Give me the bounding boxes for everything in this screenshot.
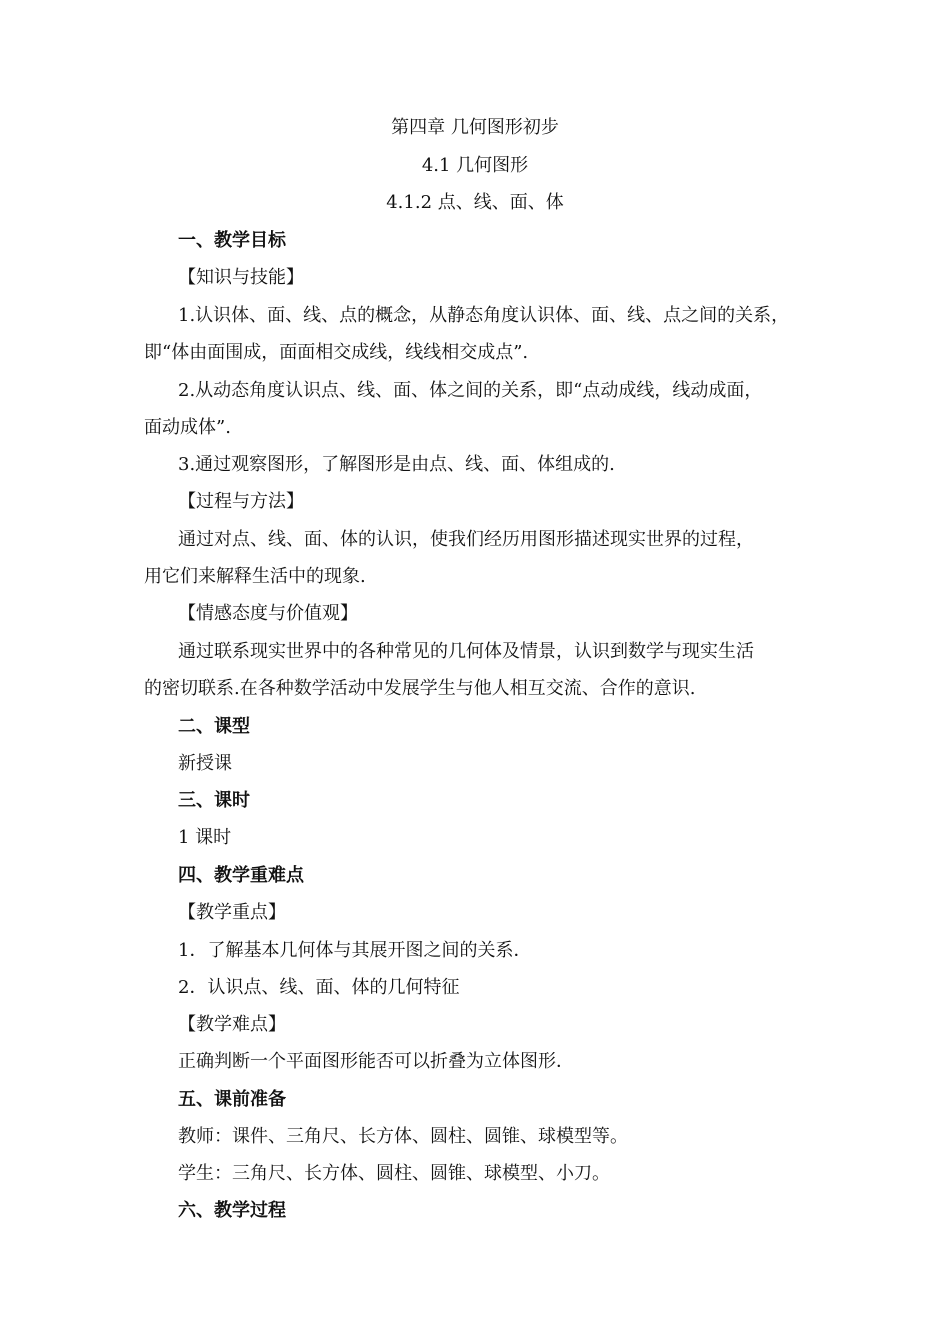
goal-2-line-1: 2.从动态角度认识点、线、面、体之间的关系，即“点动成线，线动成面， (178, 380, 763, 401)
heading-key-difficult-points: 四、教学重难点 (178, 865, 304, 886)
lesson-type-value: 新授课 (178, 753, 232, 774)
chapter-title: 第四章 几何图形初步 (391, 117, 559, 138)
difficult-point-1: 正确判断一个平面图形能否可以折叠为立体图形． (178, 1051, 574, 1072)
subheading-emotion-values: 【情感态度与价值观】 (178, 603, 358, 624)
subheading-difficult-points: 【教学难点】 (178, 1014, 286, 1035)
section-title: 4.1 几何图形 (421, 155, 529, 176)
emotion-line-1: 通过联系现实世界中的各种常见的几何体及情景，认识到数学与现实生活 (178, 641, 754, 662)
subheading-process-methods: 【过程与方法】 (178, 491, 304, 512)
goal-1-line-2: 即“体由面围成，面面相交成线，线线相交成点”. (144, 342, 529, 363)
teacher-preparation: 教师：课件、三角尺、长方体、圆柱、圆锥、球模型等。 (178, 1126, 628, 1147)
goal-1-line-1: 1.认识体、面、线、点的概念，从静态角度认识体、面、线、点之间的关系， (178, 305, 790, 326)
heading-teaching-goals: 一、教学目标 (178, 230, 286, 251)
heading-teaching-process: 六、教学过程 (178, 1200, 286, 1221)
heading-preparation: 五、课前准备 (178, 1089, 286, 1110)
subheading-knowledge-skills: 【知识与技能】 (178, 267, 304, 288)
key-point-1: 1．了解基本几何体与其展开图之间的关系． (178, 940, 532, 961)
process-line-2: 用它们来解释生活中的现象. (144, 566, 366, 587)
heading-lesson-type: 二、课型 (178, 716, 250, 737)
student-preparation: 学生：三角尺、长方体、圆柱、圆锥、球模型、小刀。 (178, 1163, 610, 1184)
process-line-1: 通过对点、线、面、体的认识，使我们经历用图形描述现实世界的过程， (178, 529, 754, 550)
goal-2-line-2: 面动成体”. (144, 417, 231, 438)
key-point-2: 2．认识点、线、面、体的几何特征 (178, 977, 460, 998)
subheading-key-points: 【教学重点】 (178, 902, 286, 923)
heading-class-hours: 三、课时 (178, 790, 250, 811)
goal-3: 3.通过观察图形，了解图形是由点、线、面、体组成的. (178, 454, 615, 475)
emotion-line-2: 的密切联系.在各种数学活动中发展学生与他人相互交流、合作的意识. (144, 678, 696, 699)
subsection-title: 4.1.2 点、线、面、体 (386, 192, 564, 213)
class-hours-value: 1 课时 (178, 827, 232, 848)
